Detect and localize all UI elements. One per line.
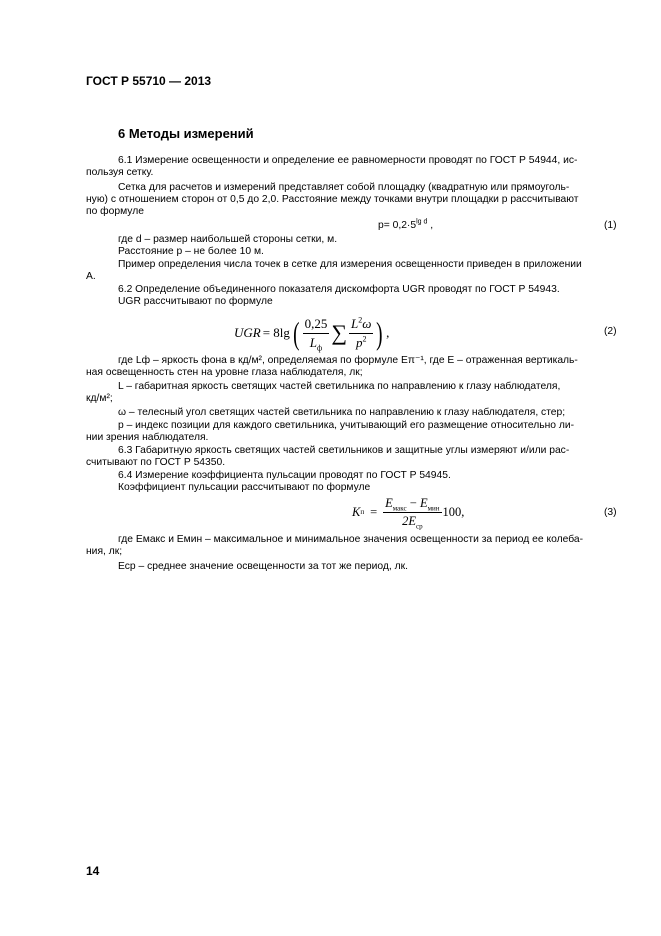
formula-3-num-minus: − [406, 495, 420, 510]
section-6-3-line1: 6.3 Габаритную яркость светящих частей светильников и защитные углы измеряют и/или рас- [118, 445, 570, 456]
l-line2: кд/м²; [86, 393, 113, 404]
omega-line: ω – телесный угол светящих частей светильника по направлению к глазу наблюдателя, стер; [118, 407, 566, 418]
distance-line: Расстояние р – не более 10 м. [118, 246, 264, 257]
formula-3-fraction [383, 496, 441, 529]
formula-2-fraction-2 [349, 316, 373, 351]
formula-2 [234, 313, 389, 353]
section-6-2-line2: UGR рассчитывают по формуле [118, 296, 273, 307]
formula-2-frac2-den-main: p [355, 334, 363, 350]
formula-2-frac2-den-sup: 2 [362, 334, 367, 344]
formula-3-den-main: 2E [402, 513, 416, 528]
formula-3-denominator [402, 513, 423, 529]
formula-3-number: (3) [604, 507, 617, 518]
ecp-line: Еср – среднее значение освещенности за тот же период, лк. [118, 561, 408, 572]
example-line1: Пример определения числа точек в сетке для измерения освещенности приведен в приложении [118, 259, 582, 270]
formula-3: K п = $\frac{E_{макс} - E_{мин}}{2E_{ср}}$ 100, [352, 495, 465, 530]
formula-2-eq: = 8lg [262, 325, 290, 340]
formula-3-numerator [383, 496, 441, 513]
formula-2-right-paren: ) [376, 315, 383, 351]
l-paragraph [86, 381, 620, 405]
paragraph-6-1-line1: 6.1 Измерение освещенности и определение ее равномерности проводят по ГОСТ Р 54944, ис- [118, 155, 578, 166]
section-6-4-line1: 6.4 Измерение коэффициента пульсации проводят по ГОСТ Р 54945. [118, 470, 451, 481]
formula-2-frac1-den-sub: ф [316, 343, 323, 353]
paragraph-grid-line3: по формуле [86, 206, 144, 217]
section-6-4-line2: Коэффициент пульсации рассчитывают по формуле [118, 482, 371, 493]
formula-1 [378, 220, 433, 232]
formula-2-frac1-denominator [310, 334, 322, 351]
formula-1-number: (1) [604, 220, 617, 231]
formula-1-exponent: lg d [416, 218, 428, 226]
lf-line1: где Lф – яркость фона в кд/м², определяемая по формуле Еπ⁻¹, где Е – отраженная вертикаль- [118, 355, 578, 366]
formula-1-tail: , [430, 220, 434, 231]
formula-3-lhs-main: K [352, 504, 361, 519]
lf-line2: ная освещенность стен на уровне глаза наблюдателя, лк; [86, 367, 363, 378]
formula-2-frac1-den-main: L [309, 334, 317, 350]
section-6-2-line1: 6.2 Определение объединенного показателя дискомфорта UGR проводят по ГОСТ Р 54943. [118, 284, 560, 295]
formula-2-frac2-denominator [356, 334, 367, 351]
formula-1-lhs: p= 0,2·5 [378, 220, 417, 231]
formula-3-eq: = [370, 504, 378, 519]
formula-3-num-b-sub: мин [427, 504, 440, 512]
lf-paragraph [86, 355, 620, 379]
formula-2-lhs: UGR [234, 325, 261, 340]
where-d-line: где d – размер наибольшей стороны сетки, м. [118, 234, 338, 245]
formula-2-frac2-num-sup: 2 [358, 315, 363, 325]
emax-paragraph [86, 534, 620, 558]
section-title: 6 Методы измерений [118, 126, 254, 141]
paragraph-grid-line1: Сетка для расчетов и измерений представляет собой площадку (квадратную или прямоуголь- [118, 182, 570, 193]
formula-2-left-paren: ( [293, 315, 300, 351]
formula-3-num-a-sub: макс [392, 504, 407, 512]
formula-2-fraction-1 [303, 316, 330, 351]
formula-3-num-b: E [419, 495, 428, 510]
l-line1: L – габаритная яркость светящих частей светильника по направлению к глазу наблюдателя, [118, 381, 561, 392]
running-header: ГОСТ Р 55710 — 2013 [86, 74, 212, 88]
emax-line1: где Емакс и Емин – максимальное и минимальное значения освещенности за период ее колеба- [118, 534, 584, 545]
formula-3-den-sub: ср [415, 522, 423, 530]
formula-2-number: (2) [604, 326, 617, 337]
formula-3-num-a: E [385, 495, 393, 510]
formula-2-frac2-numerator [349, 316, 373, 334]
formula-2-frac1-numerator: 0,25 [303, 316, 330, 334]
paragraph-grid-line2: ную) с отношением сторон от 0,5 до 2,0. Расстояние между точками внутри площадки р рассчитывают [86, 194, 579, 205]
emax-line2: ния, лк; [86, 546, 123, 557]
formula-2-frac2-num-tail: ω [362, 315, 372, 331]
section-6-3-line2: считывают по ГОСТ Р 54350. [86, 457, 226, 468]
example-line2: А. [86, 271, 96, 282]
formula-2-tail: , [386, 325, 390, 340]
p-index-line2: нии зрения наблюдателя. [86, 432, 209, 443]
p-index-line1: р – индекс позиции для каждого светильника, учитывающий его размещение относительно ли- [118, 420, 575, 431]
paragraph-6-1-line2: пользуя сетку. [86, 167, 154, 178]
formula-3-tail: 100, [442, 504, 465, 519]
formula-2-sigma: ∑ [331, 320, 348, 345]
formula-2-frac2-num-main: L [351, 315, 359, 331]
page-number: 14 [86, 864, 100, 878]
